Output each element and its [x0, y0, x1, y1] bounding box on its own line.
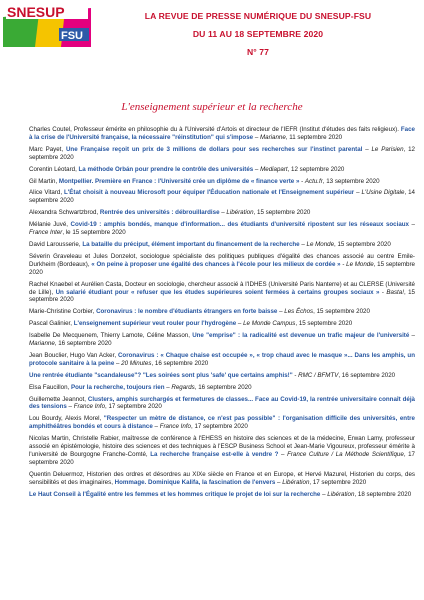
item-separator: –	[278, 451, 288, 458]
press-item	[29, 178, 415, 186]
item-separator: –	[409, 221, 415, 229]
snesup-fsu-logo	[3, 3, 91, 47]
item-date: , le 15 septembre 2020	[62, 229, 126, 237]
press-item	[29, 372, 415, 380]
press-item	[29, 221, 415, 237]
item-authors: Marc Payet,	[29, 145, 66, 153]
header-text	[97, 7, 419, 61]
article-link[interactable]: La méthode Orbán pour prendre le contrôle des universités	[78, 165, 254, 173]
item-source: France Info	[73, 403, 106, 411]
item-separator: –	[362, 145, 372, 153]
item-source: Marianne	[29, 340, 55, 348]
item-authors: Marie-Christine Corbier,	[29, 308, 97, 316]
article-link[interactable]: Une "emprise" : la radicalité est devenue un trafic majeur de l'université	[192, 332, 410, 340]
article-link[interactable]: Pour la recherche, toujours rien	[70, 383, 165, 391]
item-authors: David Larousserie,	[29, 240, 83, 248]
item-separator: -	[292, 371, 299, 379]
article-link[interactable]: L'État choisit à nouveau Microsoft pour équiper l'Éducation nationale et l'Enseignement supérieur	[64, 189, 355, 197]
item-source: RMC / BFMTV	[298, 371, 339, 379]
item-source: Les Échos	[284, 308, 314, 316]
item-source: Le Parisien	[371, 145, 404, 153]
item-date: , 15 septembre 2020	[334, 240, 391, 248]
item-source: France Inter	[29, 229, 63, 237]
item-source: Le Monde	[306, 240, 335, 248]
article-link[interactable]: "Respecter un mètre de distance, ce n'est pas possible" : l'organisation difficile des universités, entre amphithéâtres bondés et cours à distance	[29, 415, 415, 431]
article-link[interactable]: Covid-19 : amphis bondés, manque d'information... des étudiants d'université ripostent sur les réseaux sociaux	[70, 221, 409, 229]
item-date: , 14 septembre 2020	[29, 189, 415, 205]
item-date: , 16 septembre 2020	[338, 371, 396, 379]
item-separator: –	[299, 240, 307, 248]
article-link[interactable]: Rentrée des universités : débrouillardise	[99, 209, 220, 217]
article-link[interactable]: Face à la crise de l'Université française, la nécessaire "réinstitution" qui s'impose	[29, 126, 415, 141]
item-separator: –	[253, 165, 261, 173]
item-authors: Charles Coutel, Professeur émérite en philosophie du à l'Université d'Artois et directeur de l'IEFR (Institut d'études des faits religieux).	[29, 126, 401, 133]
article-link[interactable]: La recherche française est-elle à vendre ?	[150, 451, 279, 458]
item-authors: Guillemette Jeannot,	[29, 395, 88, 403]
item-date: , 12 septembre 2020	[287, 165, 345, 173]
item-source: Actu.fr	[304, 177, 323, 185]
press-item	[29, 415, 415, 431]
header-line1: LA REVUE DE PRESSE NUMÉRIQUE DU SNESUP-FSU	[144, 11, 372, 21]
item-date: , 17 septembre 2020	[309, 478, 367, 486]
article-link[interactable]: « On peine à proposer une égalité des chances à l'école pour les milieux de cordée »	[91, 260, 341, 268]
item-date: , 13 septembre 2020	[322, 177, 380, 185]
item-source: Le Monde Campus	[243, 320, 296, 328]
press-item	[29, 352, 415, 368]
item-date: , 15 septembre 2020	[295, 320, 353, 328]
header-line2: DU 11 AU 18 SEPTEMBRE 2020	[192, 29, 324, 39]
article-link[interactable]: Montpellier. Première en France : l'Université crée un diplôme de « finance verte »	[58, 177, 300, 185]
item-separator: –	[164, 383, 172, 391]
article-link[interactable]: Coronavirus : « Chaque chaise est occupée », « trop chaud avec le masque »... Dans les amphis, un protocole sanitaire à la peine	[29, 351, 415, 367]
item-date: , 11 septembre 2020	[285, 133, 343, 141]
press-item	[29, 253, 415, 277]
press-item	[29, 166, 415, 174]
item-authors: Nicolas Martin, Christelle Rabier, maîtresse de conférence à l'EHESS en histoire des sciences et de la médecine, Erwan Lamy, professeur associé en épistémologie, histoire des sciences et des techniques à l'ESCP Business School et Jean-Marie Vigoureux, professeur émérite à l'université de Bourgogne Franche-Comté,	[29, 435, 415, 458]
item-source: Basta!	[386, 288, 404, 296]
item-authors: Mélanie Juvé,	[29, 221, 71, 229]
item-date: , 15 septembre 2020	[29, 260, 415, 276]
press-item	[29, 435, 415, 467]
item-source: Mediapart	[260, 165, 288, 173]
item-source: Libération	[327, 490, 355, 498]
item-source: Regards	[171, 383, 195, 391]
item-date: , 16 septembre 2020	[151, 359, 209, 367]
item-separator: -	[340, 260, 347, 268]
article-link[interactable]: L'enseignement supérieur veut rouler pour l'hydrogène	[73, 320, 237, 328]
press-item	[29, 146, 415, 162]
press-item	[29, 241, 415, 249]
item-separator: –	[275, 478, 283, 486]
item-separator: -	[299, 177, 305, 185]
item-source: Le Monde	[346, 260, 374, 268]
svg-text:SNESUP: SNESUP	[7, 4, 65, 20]
press-item	[29, 320, 415, 328]
item-authors: Elsa Faucillon,	[29, 383, 71, 391]
item-date: , 15 septembre 2020	[29, 288, 415, 304]
item-separator: –	[66, 403, 74, 411]
press-item	[29, 491, 415, 499]
item-source: 20 Minutes	[121, 359, 152, 367]
item-source: France Info	[159, 423, 191, 431]
item-separator: –	[277, 308, 285, 316]
article-link[interactable]: Une Française reçoit un prix de 3 millions de dollars pour ses recherches sur l'instinct parental	[65, 145, 363, 153]
item-date: , 15 septembre 2020	[313, 308, 370, 316]
item-authors: Séverin Graveleau et Jules Donzelot, sociologue spécialiste des politiques publiques d'égalité des chances associé au centre Emile-Durkheim (Bordeaux),	[29, 252, 415, 268]
item-separator: –	[409, 332, 415, 340]
press-items-list	[29, 126, 415, 503]
section-title: L'enseignement supérieur et la recherche	[121, 101, 303, 113]
item-separator: –	[114, 359, 122, 367]
item-separator: –	[152, 423, 160, 431]
item-date: , 17 septembre 2020	[105, 403, 162, 411]
item-separator: -	[379, 288, 387, 296]
article-link[interactable]: Un salarié étudiant pour « refuser que les études supérieures soient fermées à certains groupes sociaux »	[55, 288, 380, 296]
press-item	[29, 189, 415, 205]
item-separator: –	[354, 189, 362, 197]
press-item	[29, 384, 415, 392]
press-item	[29, 126, 415, 142]
article-link[interactable]: Une rentrée étudiante "scandaleuse"? "Les soirées sont plus 'safe' que certains amphis!"	[29, 371, 293, 379]
item-date: , 18 septembre 2020	[354, 490, 412, 498]
svg-text:FSU: FSU	[61, 30, 83, 42]
item-source: Libération	[226, 209, 254, 217]
item-separator: –	[236, 320, 244, 328]
item-authors: Pascal Galinier,	[29, 320, 74, 328]
press-item	[29, 281, 415, 305]
item-authors: Alexandra Schwartzbrod,	[29, 209, 100, 217]
press-item	[29, 396, 415, 412]
article-link[interactable]: Clusters, amphis surchargés et fermetures de classes... Face au Covid-19, la rentrée universitaire connaît déjà des tensions	[29, 395, 415, 411]
item-authors: Alice Vitard,	[29, 189, 65, 197]
item-source: L'Usine Digitale	[361, 189, 405, 197]
item-authors: Corentin Léotard,	[29, 165, 79, 173]
item-authors: Rachel Knaebel et Aurélien Casta, Docteur en sociologie, chercheur associé à l'IDHES (Université Paris Nanterre) et au CLERSE (Université de Lille),	[29, 280, 415, 296]
item-separator: –	[219, 209, 227, 217]
item-source: Libération	[282, 478, 310, 486]
item-date: , 17 septembre 2020	[29, 451, 415, 466]
item-authors: Isabelle De Mecquenem, Thierry Lamote, Céline Masson,	[29, 332, 193, 340]
item-source: Marianne	[259, 133, 286, 141]
item-authors: Gil Martin,	[29, 177, 59, 185]
article-link[interactable]: La bataille du préciput, élément important du financement de la recherche	[82, 240, 300, 248]
press-item	[29, 308, 415, 316]
item-date: , 15 septembre 2020	[253, 209, 311, 217]
item-authors: Jean Bouclier, Hugo Van Acker,	[29, 351, 118, 359]
article-link[interactable]: Coronavirus : le nombre d'étudiants étrangers en forte baisse	[96, 308, 278, 316]
article-link[interactable]: Hommage. Dominique Kalifa, la fascination de l'envers	[114, 478, 276, 486]
header-line3: N° 77	[246, 47, 270, 57]
press-item	[29, 471, 415, 487]
item-date: , 16 septembre 2020	[54, 340, 112, 348]
item-date: , 17 septembre 2020	[191, 423, 248, 431]
item-source: France Culture / La Méthode Scientifique	[287, 451, 404, 458]
item-authors: Quentin Deluermoz, Historien des ordres et désordres au XIXe siècle en France et en Europe, et Hervé Mazurel, Historien du corps, des sensibilités et des imaginaires,	[29, 470, 415, 486]
header	[0, 0, 424, 86]
item-separator: –	[253, 133, 260, 141]
item-separator: –	[320, 490, 328, 498]
press-item	[29, 209, 415, 217]
item-date: , 12 septembre 2020	[29, 145, 415, 161]
item-authors: Lou Bourdy, Alexis Morel,	[29, 415, 104, 423]
press-item	[29, 332, 415, 348]
article-link[interactable]: Le Haut Conseil à l'Égalité entre les femmes et les hommes critique le projet de loi sur la recherche	[29, 490, 321, 498]
item-date: , 16 septembre 2020	[194, 383, 252, 391]
